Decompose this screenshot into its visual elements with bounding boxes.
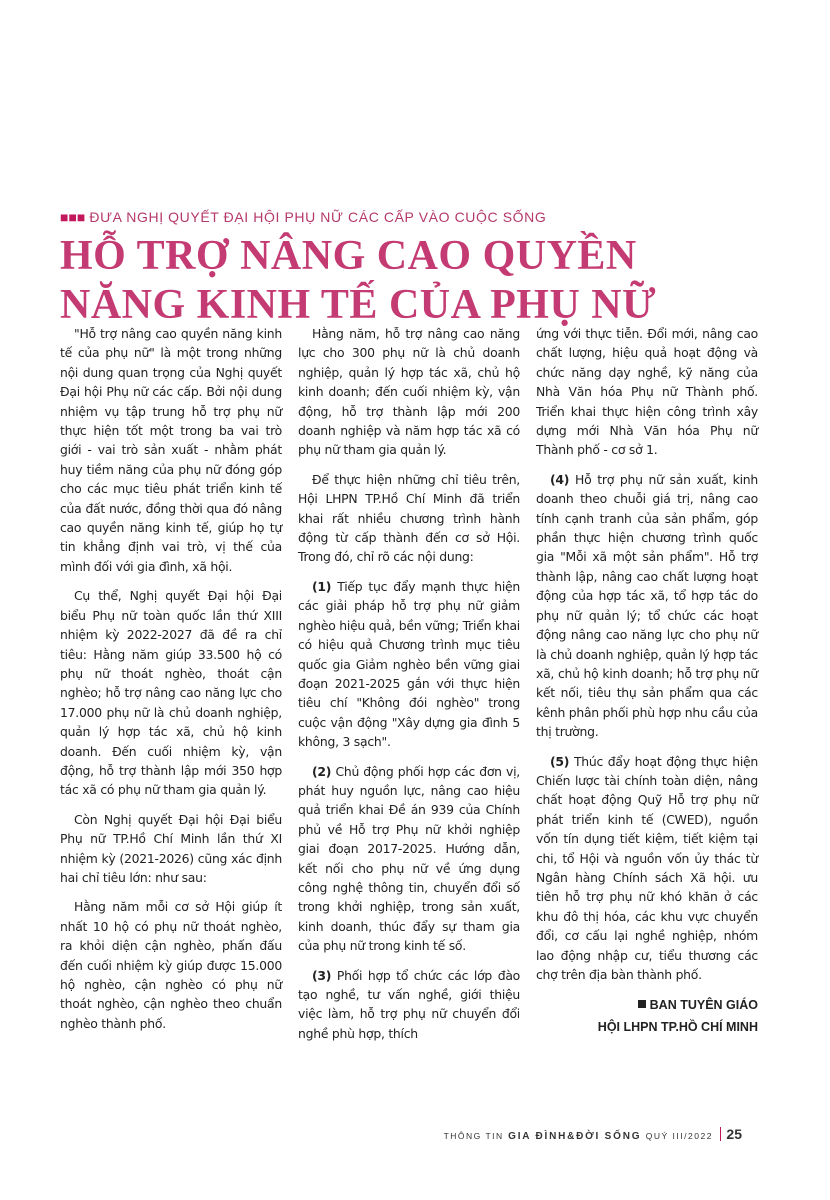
- paragraph: Cụ thể, Nghị quyết Đại hội Đại biểu Phụ nữ toàn quốc lần thứ XIII nhiệm kỳ 2022-2027 đã đề ra chỉ tiêu: Hằng năm giúp 33.500 hộ có phụ nữ thoát nghèo, thoát cận nghèo; hỗ trợ nâng cao năng lực cho 17.000 phụ nữ là chủ doanh nghiệp, quản lý hợp tác xã, chủ hộ kinh doanh. Đến cuối nhiệm kỳ, vận động, hỗ trợ thành lập mới 350 hợp tác xã có phụ nữ tham gia quản lý.: [60, 588, 282, 798]
- list-item-continued: [536, 324, 758, 460]
- signature-line-1: BAN TUYÊN GIÁO: [536, 994, 758, 1016]
- item-number: (3): [312, 967, 332, 983]
- article-title: HỖ TRỢ NÂNG CAO QUYỀN NĂNG KINH TẾ CỦA PHỤ NỮ: [60, 233, 657, 328]
- signature-line-2: HỘI LHPN TP.HỒ CHÍ MINH: [597, 1020, 758, 1035]
- footer-issue: QUÝ III/2022: [645, 1131, 713, 1141]
- kicker-squares-icon: ■■■: [60, 209, 86, 225]
- item-text: Tiếp tục đẩy mạnh thực hiện các giải pháp hỗ trợ phụ nữ giảm nghèo hiệu quả, bền vững; Triển khai có hiệu quả Chương trình mục tiêu quốc gia Giảm nghèo bền vững giai đoạn 2021-2025 gắn với thực hiện tiêu chí "Không đói nghèo" trong cuộc vận động "Xây dựng gia đình 5 không, 3 sạch".: [298, 578, 520, 750]
- article-column-2: [298, 324, 520, 1053]
- item-text: Chủ động phối hợp các đơn vị, phát huy nguồn lực, nâng cao hiệu quả triển khai Đề án 939 của Chính phủ về Hỗ trợ Phụ nữ khởi nghiệp giai đoạn 2017-2025. Hướng dẫn, kết nối cho phụ nữ về ứng dụng công nghệ thông tin, chuyển đổi số trong khởi nghiệp, trong sản xuất, kinh doanh, thúc đẩy sự tham gia của phụ nữ trong kinh tế số.: [298, 763, 520, 954]
- item-text: Phối hợp tổ chức các lớp đào tạo nghề, tư vấn nghề, giới thiệu việc làm, hỗ trợ phụ nữ chuyển đổi nghề phù hợp, thích: [298, 967, 520, 1041]
- item-number: (1): [312, 578, 332, 594]
- page-footer: [380, 1126, 742, 1144]
- list-item: [298, 966, 520, 1044]
- list-item: [536, 752, 758, 985]
- square-bullet-icon: [638, 1000, 646, 1008]
- list-item: [536, 470, 758, 742]
- item-number: (4): [550, 471, 570, 487]
- section-kicker: [60, 209, 546, 225]
- list-item: [298, 762, 520, 956]
- article-column-1: [60, 324, 282, 1043]
- paragraph: Còn Nghị quyết Đại hội Đại biểu Phụ nữ TP.Hồ Chí Minh lần thứ XI nhiệm kỳ (2021-2026) cũng xác định hai chỉ tiêu lớn: như sau:: [60, 811, 282, 885]
- page-number: 25: [726, 1126, 742, 1142]
- paragraph: Hằng năm mỗi cơ sở Hội giúp ít nhất 10 hộ có phụ nữ thoát nghèo, ra khỏi diện cận nghèo, phấn đấu đến cuối nhiệm kỳ giúp được 15.000 hộ nghèo, cận nghèo có phụ nữ thoát nghèo, cận nghèo theo chuẩn nghèo thành phố.: [60, 899, 282, 1031]
- kicker-text: ĐƯA NGHỊ QUYẾT ĐẠI HỘI PHỤ NỮ CÁC CẤP VÀO CUỘC SỐNG: [89, 209, 547, 225]
- item-text: Hỗ trợ phụ nữ sản xuất, kinh doanh theo chuỗi giá trị, nâng cao tính cạnh tranh của sản phẩm, góp phần thực hiện chương trình quốc gia "Mỗi xã một sản phẩm". Hỗ trợ thành lập, nâng cao chất lượng hoạt động của hợp tác xã, tổ hợp tác do phụ nữ quản lý; tổ chức các hoạt động nâng cao năng lực cho phụ nữ là chủ doanh nghiệp, quản lý hợp tác xã, chủ hộ kinh doanh; hỗ trợ phụ nữ kết nối, tiêu thụ sản phẩm qua các kênh phân phối phù hợp nhu cầu của thị trường.: [536, 471, 758, 740]
- author-signature: [536, 994, 758, 1038]
- article-column-3: [536, 324, 758, 1038]
- list-item: [298, 577, 520, 752]
- footer-divider: [720, 1127, 722, 1141]
- paragraph: "Hỗ trợ nâng cao quyền năng kinh tế của phụ nữ" là một trong những nội dung quan trọng của Nghị quyết Đại hội Phụ nữ các cấp. Bởi nội dung nhiệm vụ tập trung hỗ trợ phụ nữ thực hiện tốt một trong ba vai trò giới - vai trò sản xuất - nhằm phát huy tiềm năng của phụ nữ đóng góp cho các mục tiêu phát triển kinh tế của đất nước, đồng thời qua đó nâng cao quyền năng kinh tế, giúp họ tự tin khẳng định vai trò, vị thế của mình đối với gia đình, xã hội.: [60, 326, 282, 574]
- item-text: ứng với thực tiễn. Đổi mới, nâng cao chất lượng, hiệu quả hoạt động và chức năng dạy nghề, kỹ năng của Nhà Văn hóa Phụ nữ Thành phố. Triển khai thực hiện công trình xây dựng mới Nhà Văn hóa Phụ nữ Thành phố - cơ sở 1.: [536, 326, 758, 458]
- footer-brand: GIA ĐÌNH&ĐỜI SỐNG: [508, 1131, 642, 1142]
- paragraph: Để thực hiện những chỉ tiêu trên, Hội LHPN TP.Hồ Chí Minh đã triển khai rất nhiều chương trình hành động từ cấp thành đến cơ sở Hội. Trong đó, chỉ rõ các nội dung:: [298, 471, 520, 565]
- item-number: (5): [550, 753, 570, 769]
- paragraph: Hằng năm, hỗ trợ nâng cao năng lực cho 300 phụ nữ là chủ doanh nghiệp, quản lý hợp tác xã, chủ hộ kinh doanh; đến cuối nhiệm kỳ, vận động, hỗ trợ thành lập mới 200 doanh nghiệp và năm hợp tác xã có phụ nữ tham gia quản lý.: [298, 326, 520, 458]
- item-number: (2): [312, 763, 332, 779]
- footer-prefix: THÔNG TIN: [443, 1131, 504, 1141]
- item-text: Thúc đẩy hoạt động thực hiện Chiến lược tài chính toàn diện, nâng chất hoạt động Quỹ Hỗ trợ phụ nữ phát triển kinh tế (CWED), nguồn vốn tín dụng tiết kiệm, tiết kiệm tại chi, tổ Hội và nguồn vốn ủy thác từ Ngân hàng Chính sách Xã hội. ưu tiên hỗ trợ phụ nữ khó khăn ở các khu đô thị hóa, các khu vực chuyển đổi, cơ cấu lại nghề nghiệp, nhóm lao động nhập cư, tiểu thương các chợ trên địa bàn thành phố.: [536, 753, 758, 982]
